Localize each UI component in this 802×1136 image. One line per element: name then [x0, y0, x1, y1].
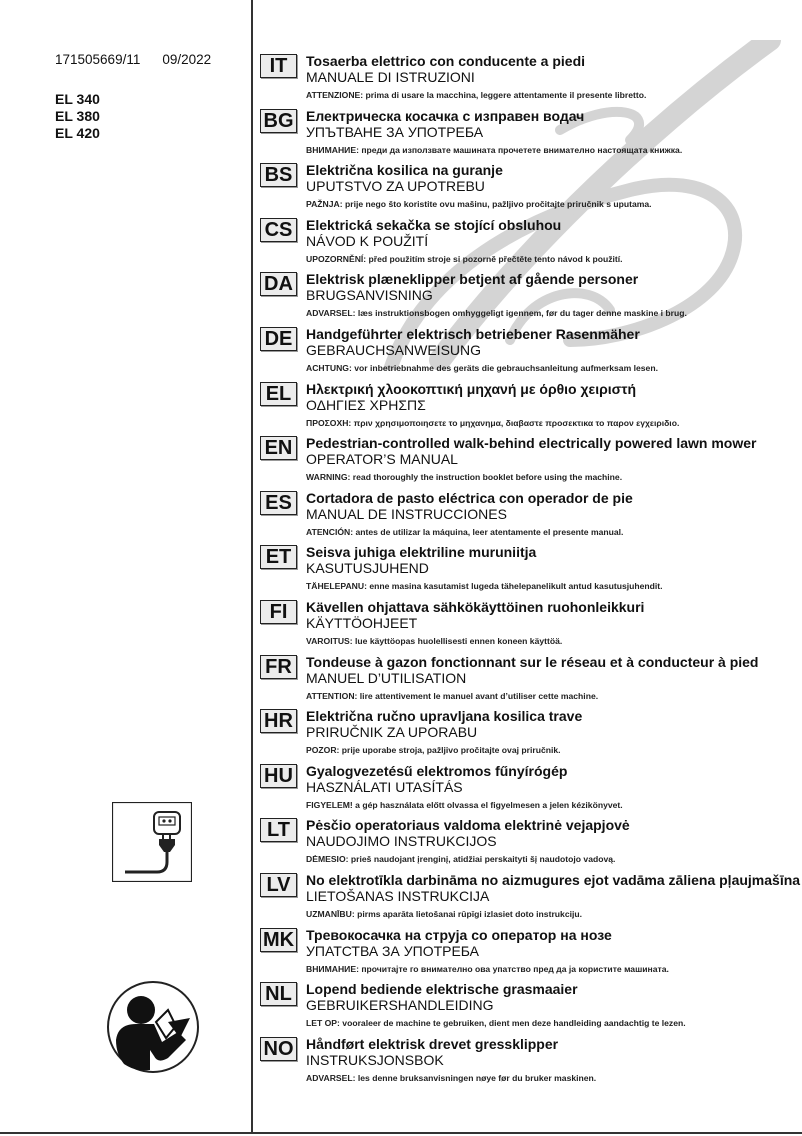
- part-number: 171505669/11: [55, 52, 141, 67]
- warning-label: POZOR:: [306, 745, 340, 756]
- language-code-badge: EL: [260, 382, 297, 406]
- warning-label: DĖMESIO:: [306, 854, 349, 865]
- manual-title: ΟΔΗΓΙΕΣ ΧΡΗΣΠΣ: [306, 396, 426, 413]
- warning-label: ATENCIÓN:: [306, 526, 354, 537]
- language-code-badge: DE: [260, 327, 297, 351]
- product-title: Тревокосачка на струја со оператор на нозе: [306, 926, 612, 943]
- vertical-divider: [251, 0, 253, 1134]
- product-title: Seisva juhiga elektriline muruniitja: [306, 544, 537, 561]
- warning-text: vor inbetriebnahme des geräts die gebrauchsanleitung aufmerksam lesen.: [351, 362, 658, 373]
- warning-note: [306, 472, 622, 482]
- warning-text: prieš naudojant įrenginį, atidžiai perskaityti šį naudotojo vadovą.: [348, 854, 616, 865]
- manual-title: УПАТСТВА ЗА УПОТРЕБА: [306, 942, 480, 959]
- language-code-badge: LV: [260, 873, 297, 897]
- warning-label: ВНИМАНИЕ:: [306, 963, 359, 974]
- manual-title: MANUEL D’UTILISATION: [306, 669, 467, 686]
- warning-label: ΠΡΟΣΟΧΗ:: [306, 417, 352, 428]
- product-title: Električna kosilica na guranje: [306, 162, 503, 179]
- warning-label: ADVARSEL:: [306, 308, 356, 319]
- warning-note: [306, 581, 663, 591]
- manual-title: NAUDOJIMO INSTRUKCIJOS: [306, 833, 497, 850]
- warning-text: před použitím stroje si pozorně přečtěte tento návod k použití.: [366, 253, 623, 264]
- language-code-badge: DA: [260, 272, 297, 296]
- warning-text: прочитајте го внимателно ова упатство пред да ја користите машината.: [358, 963, 669, 974]
- language-code-badge: LT: [260, 818, 297, 842]
- manual-title: PRIRUČNIK ZA UPORABU: [306, 724, 478, 741]
- manual-title: KASUTUSJUHEND: [306, 560, 429, 577]
- bottom-divider: [0, 1132, 802, 1134]
- language-code-badge: IT: [260, 54, 297, 78]
- warning-note: [306, 745, 561, 755]
- model-name: EL 420: [55, 125, 100, 141]
- product-title: Handgeführter elektrisch betriebener Rasenmäher: [306, 325, 640, 342]
- warning-note: [306, 636, 562, 646]
- warning-text: prije uporabe stroja, pažljivo pročitajte ovaj priručnik.: [339, 745, 561, 756]
- language-code-badge: NL: [260, 982, 297, 1006]
- manual-title: INSTRUKSJONSBOK: [306, 1051, 444, 1068]
- edition-date: 09/2022: [162, 52, 212, 67]
- manual-title: УПЪТВАНЕ ЗА УПОТРЕБА: [306, 123, 484, 140]
- warning-text: a gép használata előtt olvassa el figyelmesen a jelen kézikönyvet.: [352, 799, 623, 810]
- warning-note: [306, 1018, 686, 1028]
- warning-text: enne masina kasutamist lugeda tähelepanelikult antud kasutusjuhendit.: [366, 581, 663, 592]
- warning-note: [306, 691, 598, 701]
- manual-title: HASZNÁLATI UTASÍTÁS: [306, 778, 463, 795]
- product-title: Električna ručno upravljana kosilica trave: [306, 708, 583, 725]
- manual-title: GEBRAUCHSANWEISUNG: [306, 341, 482, 358]
- warning-label: VAROITUS:: [306, 635, 353, 646]
- model-name: EL 380: [55, 108, 100, 124]
- warning-note: [306, 909, 582, 919]
- manual-title: GEBRUIKERSHANDLEIDING: [306, 997, 494, 1014]
- language-code-badge: BS: [260, 163, 297, 187]
- manual-title: UPUTSTVO ZA UPOTREBU: [306, 178, 485, 195]
- plug-icon: [112, 802, 192, 882]
- warning-label: ATTENZIONE:: [306, 90, 364, 100]
- warning-label: TÄHELEPANU:: [306, 581, 367, 592]
- warning-label: UPOZORNĚNÍ:: [306, 253, 367, 264]
- product-title: Gyalogvezetésű elektromos fűnyírógép: [306, 762, 568, 779]
- warning-note: [306, 199, 652, 209]
- read-manual-icon: [106, 980, 200, 1074]
- warning-label: ACHTUNG:: [306, 362, 352, 373]
- manual-title: OPERATOR’S MANUAL: [306, 451, 458, 468]
- warning-note: [306, 1073, 596, 1083]
- warning-note: [306, 418, 679, 428]
- warning-label: ADVARSEL:: [306, 1072, 356, 1083]
- product-title: No elektrotīkla darbināma no aizmugures ejot vadāma zāliena pļaujmašīna: [306, 871, 801, 888]
- warning-text: pirms aparāta lietošanai rūpīgi izlasiet doto instrukciju.: [354, 908, 583, 919]
- warning-text: læs instruktionsbogen omhyggeligt igennem, før du tager denne maskine i brug.: [355, 308, 687, 319]
- manual-title: BRUGSANVISNING: [306, 287, 433, 304]
- language-code-badge: FI: [260, 600, 297, 624]
- model-list: [55, 91, 100, 142]
- product-title: Pedestrian-controlled walk-behind electrically powered lawn mower: [306, 435, 757, 452]
- warning-note: [306, 308, 687, 318]
- language-code-badge: BG: [260, 109, 297, 133]
- product-title: Ηλεκτρική χλοοκοπτική μηχανή με όρθιο χειριστή: [306, 380, 637, 397]
- language-code-badge: ES: [260, 491, 297, 515]
- manual-title: LIETOŠANAS INSTRUKCIJA: [306, 887, 490, 904]
- language-code-badge: HU: [260, 764, 297, 788]
- language-code-badge: MK: [260, 928, 297, 952]
- warning-text: vooraleer de machine te gebruiken, dient men deze handleiding aandachtig te lezen.: [339, 1018, 686, 1029]
- language-code-badge: ET: [260, 545, 297, 569]
- product-title: Elektrická sekačka se stojící obsluhou: [306, 216, 562, 233]
- product-title: Електрическа косачка с изправен водач: [306, 107, 585, 124]
- warning-note: [306, 854, 615, 864]
- language-code-badge: CS: [260, 218, 297, 242]
- warning-label: UZMANĪBU:: [306, 908, 355, 919]
- warning-text: prima di usare la macchina, leggere attentamente il presente libretto.: [363, 90, 647, 100]
- product-title: Cortadora de pasto eléctrica con operador de pie: [306, 489, 633, 506]
- model-name: EL 340: [55, 91, 100, 107]
- product-title: Tondeuse à gazon fonctionnant sur le réseau et à conducteur à pied: [306, 653, 759, 670]
- warning-text: les denne bruksanvisningen nøye før du bruker maskinen.: [355, 1072, 597, 1083]
- warning-label: WARNING:: [306, 472, 351, 483]
- manual-title: MANUAL DE INSTRUCCIONES: [306, 505, 507, 522]
- warning-note: [306, 145, 682, 155]
- warning-label: PAŽNJA:: [306, 199, 343, 210]
- warning-text: lue käyttöopas huolellisesti ennen koneen käyttöä.: [352, 635, 563, 646]
- warning-note: [306, 254, 623, 264]
- language-code-badge: FR: [260, 655, 297, 679]
- product-title: Lopend bediende elektrische grasmaaier: [306, 981, 578, 998]
- warning-label: FIGYELEM!: [306, 799, 353, 810]
- language-code-badge: EN: [260, 436, 297, 460]
- manual-title: NÁVOD K POUŽITÍ: [306, 232, 429, 249]
- warning-label: ATTENTION:: [306, 690, 358, 701]
- warning-note: [306, 90, 646, 100]
- product-title: Håndført elektrisk drevet gressklipper: [306, 1035, 559, 1052]
- warning-text: πριν χρησιμοποιησετε το μηχανημα, διαβαστε προσεκτικα το παρον εγχειριδιο.: [351, 417, 680, 428]
- language-code-badge: HR: [260, 709, 297, 733]
- warning-text: преди да използвате машината прочетете внимателно настоящата книжка.: [358, 144, 683, 155]
- product-title: Tosaerba elettrico con conducente a piedi: [306, 53, 586, 69]
- warning-text: read thoroughly the instruction booklet before using the machine.: [350, 472, 623, 483]
- warning-note: [306, 363, 658, 373]
- warning-text: antes de utilizar la máquina, leer atentamente el presente manual.: [353, 526, 624, 537]
- document-meta: [55, 52, 211, 67]
- warning-note: [306, 964, 669, 974]
- product-title: Pėsčio operatoriaus valdoma elektrinė vejapjovė: [306, 817, 630, 834]
- warning-text: lire attentivement le manuel avant d’utiliser cette machine.: [357, 690, 599, 701]
- warning-note: [306, 800, 623, 810]
- product-title: Elektrisk plæneklipper betjent af gående personer: [306, 271, 639, 288]
- warning-note: [306, 527, 623, 537]
- warning-label: LET OP:: [306, 1018, 340, 1029]
- language-code-badge: NO: [260, 1037, 297, 1061]
- warning-text: prije nego što koristite ovu mašinu, pažljivo pročitajte priručnik s uputama.: [342, 199, 652, 210]
- warning-label: ВНИМАНИЕ:: [306, 144, 359, 155]
- product-title: Kävellen ohjattava sähkökäyttöinen ruohonleikkuri: [306, 598, 645, 615]
- manual-title: MANUALE DI ISTRUZIONI: [306, 69, 475, 85]
- manual-title: KÄYTTÖOHJEET: [306, 614, 418, 631]
